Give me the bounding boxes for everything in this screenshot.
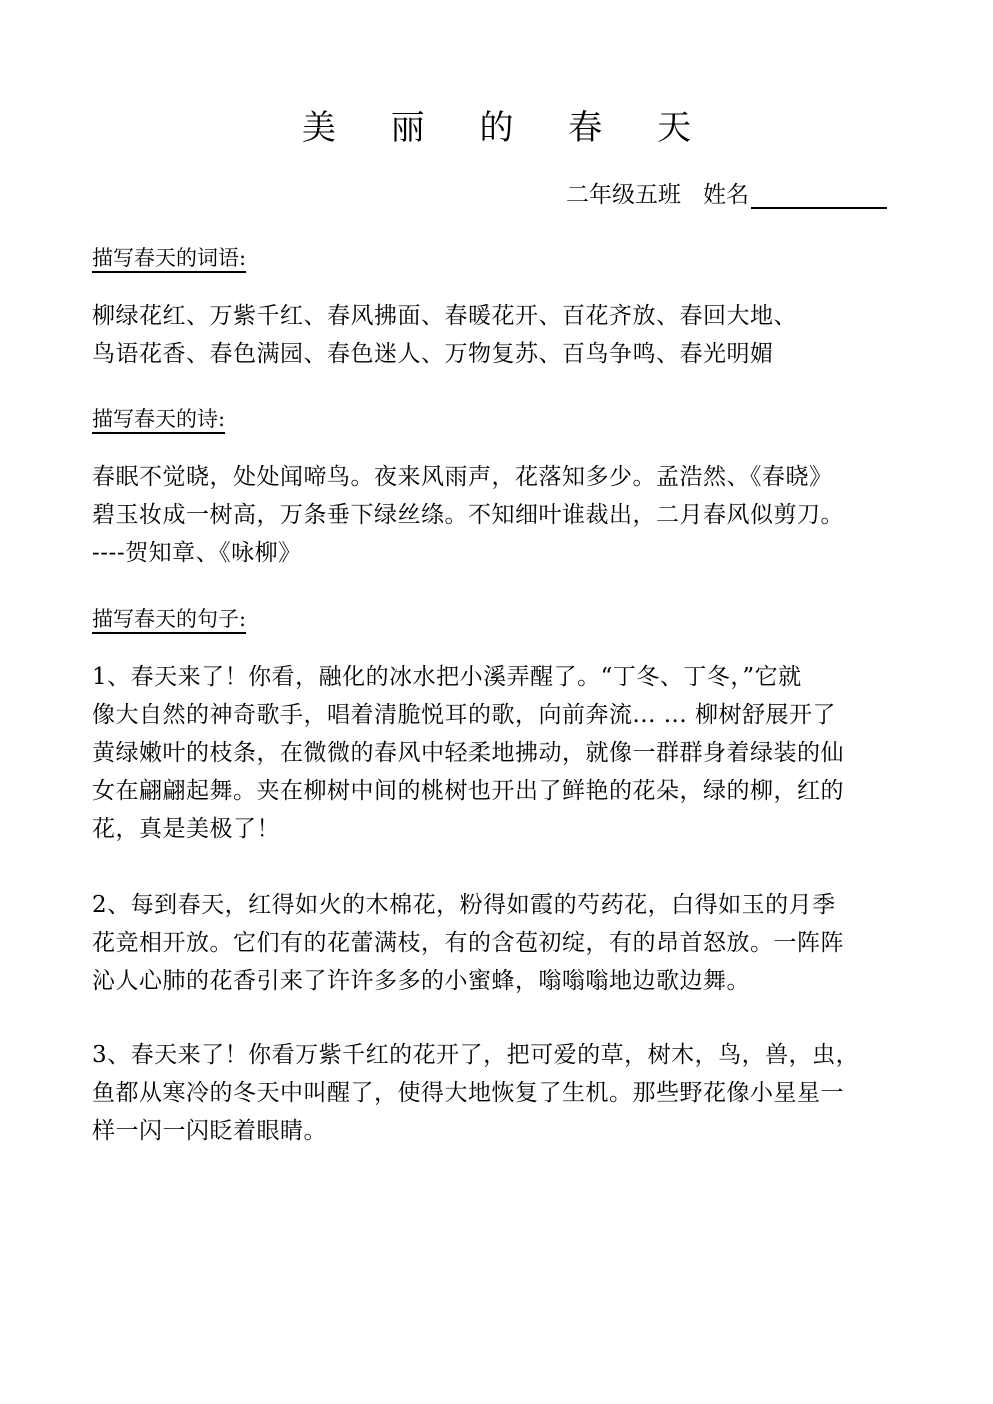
class-name-line [566, 176, 887, 209]
sentence-paragraph-1 [92, 658, 952, 848]
name-label: 姓名 [703, 182, 749, 208]
text-line: 黄绿嫩叶的枝条，在微微的春风中轻柔地拂动，就像一群群身着绿装的仙 [92, 740, 844, 766]
section-heading-poems: 描写春天的诗: [92, 407, 226, 431]
text-line: 1、春天来了！你看，融化的冰水把小溪弄醒了。“丁冬、丁冬，”它就 [92, 664, 802, 690]
text-line: 春眠不觉晓，处处闻啼鸟。夜来风雨声，花落知多少。孟浩然、《春晓》 [92, 464, 833, 490]
text-line: 沁人心肺的花香引来了许许多多的小蜜蜂，嗡嗡嗡地边歌边舞。 [92, 968, 750, 994]
text-line: 花竞相开放。它们有的花蕾满枝，有的含苞初绽，有的昂首怒放。一阵阵 [92, 930, 844, 956]
text-line: 鱼都从寒冷的冬天中叫醒了，使得大地恢复了生机。那些野花像小星星一 [92, 1080, 844, 1106]
words-paragraph [92, 297, 952, 373]
text-line: 女在翩翩起舞。夹在柳树中间的桃树也开出了鲜艳的花朵，绿的柳，红的 [92, 778, 844, 804]
text-line: 碧玉妆成一树高，万条垂下绿丝绦。不知细叶谁裁出，二月春风似剪刀。 [92, 502, 844, 528]
poems-paragraph [92, 458, 952, 572]
sentence-paragraph-3 [92, 1036, 952, 1150]
text-line: 样一闪一闪眨着眼睛。 [92, 1118, 327, 1144]
section-heading-sentences: 描写春天的句子: [92, 607, 247, 631]
section-heading-words: 描写春天的词语: [92, 246, 247, 270]
text-line: 3、春天来了！你看万紫千红的花开了，把可爱的草，树木，鸟，兽，虫， [92, 1042, 860, 1068]
text-line: ----贺知章、《咏柳》 [92, 540, 302, 566]
text-line: 柳绿花红、万紫千红、春风拂面、春暖花开、百花齐放、春回大地、 [92, 303, 797, 329]
sentence-paragraph-2 [92, 886, 952, 1000]
text-line: 鸟语花香、春色满园、春色迷人、万物复苏、百鸟争鸣、春光明媚 [92, 341, 774, 367]
name-blank [751, 183, 887, 209]
class-label: 二年级五班 [566, 182, 681, 208]
text-line: 2、每到春天，红得如火的木棉花，粉得如霞的芍药花，白得如玉的月季 [92, 892, 836, 918]
page-title: 美 丽 的 春 天 [301, 108, 714, 148]
text-line: 花，真是美极了！ [92, 816, 280, 842]
text-line: 像大自然的神奇歌手，唱着清脆悦耳的歌，向前奔流... ... 柳树舒展开了 [92, 702, 836, 728]
